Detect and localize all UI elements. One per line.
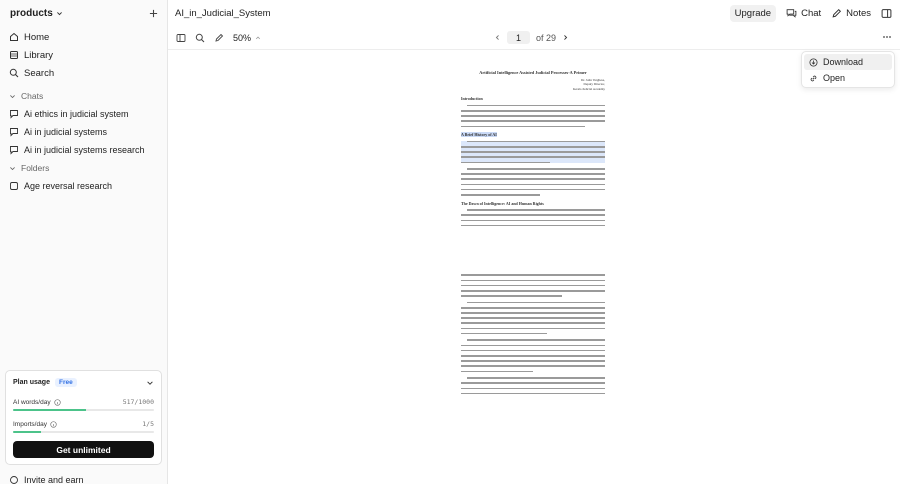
chevron-down-icon [146,379,154,387]
annotate-button[interactable] [212,31,226,45]
folder-icon [9,181,19,191]
document-heading: Artificial Intelligence Assisted Judicial Processes-A Primer [479,70,587,75]
section-heading: The Dawn of Intelligence: AI and Human Rights [461,200,544,206]
plus-icon [149,9,158,18]
text-line [461,388,605,390]
text-line [461,189,605,191]
chevron-down-icon [9,93,16,100]
info-icon[interactable] [54,399,61,406]
chat-item[interactable] [0,123,167,141]
text-line [461,220,605,222]
invite-label: Invite and earn [24,475,84,484]
text-line [461,274,605,276]
author-line: Kerala Judicial Academy [572,86,605,91]
menu-item-label: Open [823,73,846,83]
dawn-paragraph [461,209,605,226]
text-line [461,126,585,128]
ai-words-progress-fill [13,409,86,411]
top-actions [730,5,892,22]
ai-words-value: 517/1000 [122,398,154,406]
section-heading: Introduction [461,96,483,102]
text-line [461,333,547,335]
imports-progress-fill [13,431,41,433]
document-title: AI_in_Judicial_System [175,7,271,19]
more-options-icon[interactable] [882,32,892,42]
history-paragraph-2 [461,168,605,196]
pencil-icon [831,8,842,19]
text-line [467,377,605,379]
text-line [461,120,605,122]
sidebar-nav [0,26,167,84]
text-line [461,162,550,164]
chats-section-label: Chats [21,91,44,101]
chevron-right-icon[interactable] [562,34,569,41]
text-line [461,382,605,384]
new-button[interactable] [145,5,161,21]
text-line [461,365,605,367]
notes-button[interactable] [831,8,871,19]
link-icon [809,74,818,83]
highlighter-icon [214,33,224,43]
sidebar [0,0,168,484]
home-icon [9,32,19,42]
ai-words-row [13,398,154,406]
sidebar-item-search[interactable] [4,64,163,82]
more-options-menu [801,51,895,88]
chat-icon [786,8,797,19]
document-page [461,70,605,394]
text-line [461,225,605,227]
download-icon [809,58,818,67]
text-line [461,110,605,112]
plan-usage-title [13,378,77,387]
text-line [467,105,605,107]
imports-value: 1/5 [142,420,154,428]
text-line [461,371,533,373]
library-icon [9,50,19,60]
chat-item-label: Ai ethics in judicial system [24,109,129,119]
plan-badge: Free [55,378,77,387]
sidebar-item-library[interactable] [4,46,163,64]
author-line: Dr. John Varghese, [581,78,605,82]
chat-icon [9,109,19,119]
text-line [467,209,605,211]
chevron-left-icon[interactable] [494,34,501,41]
chevron-down-icon [9,165,16,172]
ai-words-progress [13,409,154,411]
section-heading [461,132,605,137]
text-line [461,214,605,216]
text-line [461,328,605,330]
text-line [461,355,605,357]
chat-button[interactable] [786,8,821,19]
folder-item-label: Age reversal research [24,181,113,191]
text-line [461,156,605,158]
text-line [461,178,605,180]
imports-progress [13,431,154,433]
text-line [461,285,605,287]
plan-title: Plan usage [13,379,50,386]
text-line [467,168,605,170]
text-line [461,360,605,362]
page-total: of 29 [536,32,557,43]
sidebar-toggle-button[interactable] [174,31,188,45]
sidebar-item-label: Home [24,31,50,43]
chat-item[interactable] [0,141,167,159]
text-line [461,146,605,148]
search-button[interactable] [193,31,207,45]
chat-button-label: Chat [801,7,822,19]
sidebar-icon [176,33,186,43]
text-line [461,350,605,352]
text-line [461,151,605,153]
gift-icon [9,475,19,484]
chevron-down-icon [56,10,63,17]
text-line [461,322,605,324]
page-continuation [461,274,605,394]
text-line [467,339,605,341]
text-line [461,393,605,395]
get-unlimited-button[interactable]: Get unlimited [13,441,154,458]
panel-toggle-icon[interactable] [881,8,892,19]
text-line [461,184,605,186]
menu-item-open[interactable] [804,70,892,86]
intro-paragraph [461,105,605,127]
document-author [461,78,605,91]
imports-label-wrap [13,421,57,428]
sidebar-item-home[interactable] [4,28,163,46]
imports-row [13,420,154,428]
menu-item-download[interactable] [804,54,892,70]
highlighted-heading: A Brief History of AI [461,132,497,138]
text-line [461,280,605,282]
zoom-value: 50% [233,32,252,43]
sidebar-header [0,0,167,26]
zoom-select[interactable] [233,33,261,43]
search-icon [195,33,205,43]
chat-item-label: Ai in judicial systems [24,127,108,137]
text-line [461,295,562,297]
document-toolbar [168,26,900,50]
workspace-name: products [10,7,53,19]
text-line [461,115,605,117]
text-line [461,307,605,309]
plan-usage-card [5,370,162,465]
text-line [461,194,540,196]
folder-item[interactable] [0,177,167,195]
upgrade-button[interactable]: Upgrade [730,5,776,22]
info-icon[interactable] [50,421,57,428]
text-line [461,290,605,292]
text-line [467,141,605,143]
notes-button-label: Notes [846,7,871,19]
chevron-up-icon [255,35,261,41]
menu-item-label: Download [823,57,864,67]
chat-icon [9,127,19,137]
chat-item[interactable] [0,105,167,123]
sidebar-item-label: Library [24,49,54,61]
text-line [461,312,605,314]
invite-and-earn-link[interactable] [9,475,84,484]
page-navigator [494,31,569,44]
text-line [461,173,605,175]
author-line: Deputy Director, [583,82,605,87]
workspace-switcher[interactable] [10,8,63,19]
page-number-input[interactable]: 1 [507,31,530,44]
search-icon [9,68,19,78]
chats-section-toggle[interactable] [0,87,167,105]
top-bar [168,0,900,26]
history-paragraph [461,141,605,163]
folders-section-label: Folders [21,163,50,173]
text-line [461,317,605,319]
sidebar-item-label: Search [24,67,55,79]
folders-section-toggle[interactable] [0,159,167,177]
chat-icon [9,145,19,155]
ai-words-label: AI words/day [13,398,51,406]
imports-label: Imports/day [13,420,47,428]
chat-item-label: Ai in judicial systems research [24,145,145,155]
text-line [467,302,605,304]
ai-words-label-wrap [13,399,61,406]
text-line [461,345,605,347]
plan-usage-header[interactable] [13,378,154,387]
